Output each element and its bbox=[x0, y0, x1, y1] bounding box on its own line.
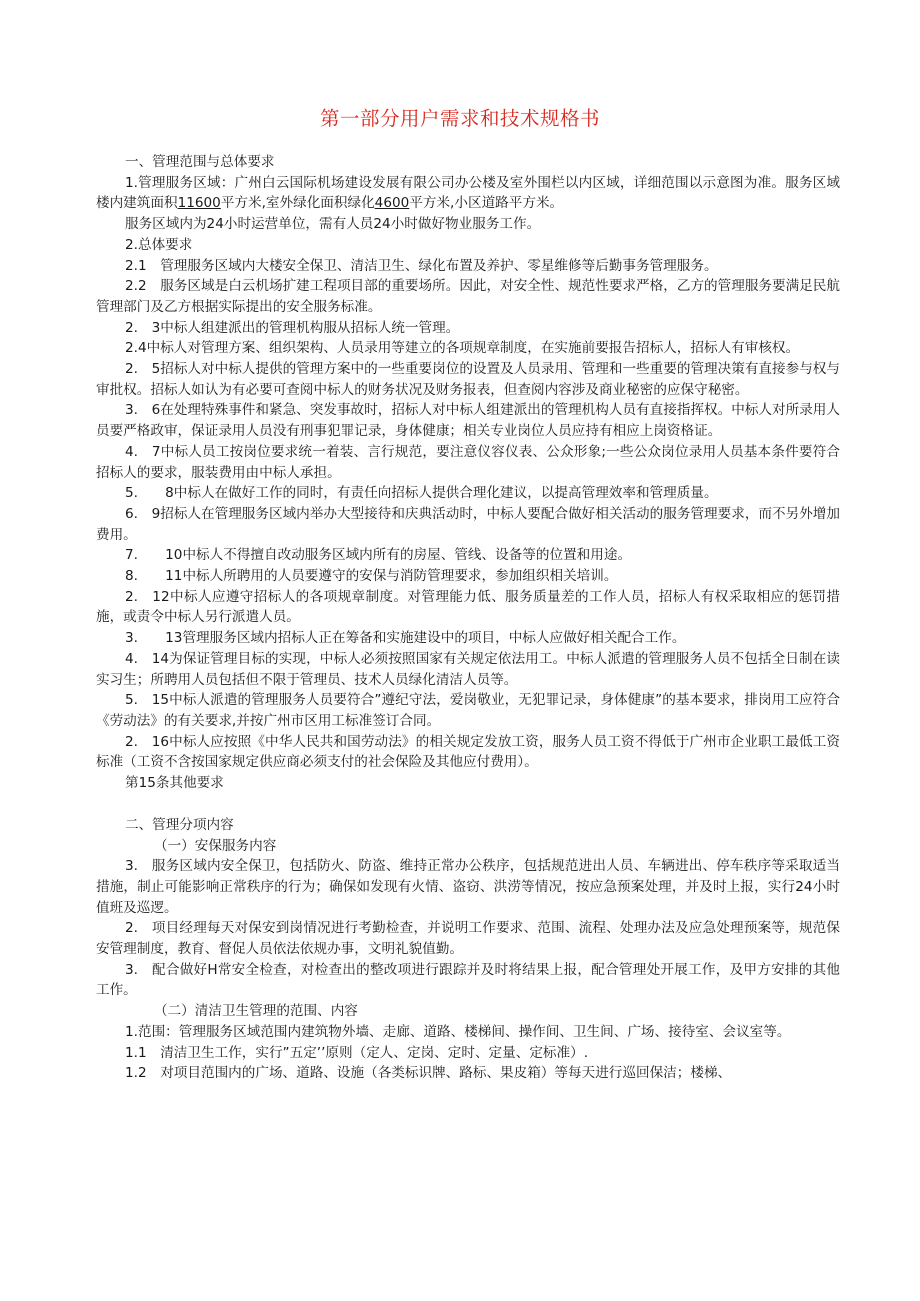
document-title: 第一部分用户需求和技术规格书 bbox=[319, 107, 600, 130]
clause-2-5: 2. 5招标人对中标人提供的管理方案中的一些重要岗位的设置及人员录用、管理和一些重要的管理决策有直接参与权与审批权。招标人如认为有必要可查阅中标人的财务状况及财务报表，但查阅内容涉及商业秘密的应保守秘密。 bbox=[96, 361, 840, 398]
building-area-value: 11600 bbox=[177, 195, 221, 212]
section2-heading: 二、管理分项内容 bbox=[125, 816, 234, 833]
paragraph-1-1-text-c: 平方米,小区道路平方米。 bbox=[409, 195, 564, 212]
clause-2-10: 7. 10中标人不得擅自改动服务区域内所有的房屋、管线、设备等的位置和用途。 bbox=[125, 547, 632, 564]
cleaning-heading: （二）清洁卫生管理的范围、内容 bbox=[154, 1003, 358, 1020]
security-item-1: 3. 服务区域内安全保卫，包括防火、防盗、维持正常办公秩序，包括规范进出人员、车辆进出、停车秩序等采取适当措施，制止可能影响正常秩序的行为；确保如发现有火情、盗窃、洪涝等情况，按应急预案处理，并及时上报，实行24小时值班及巡逻。 bbox=[96, 858, 840, 916]
paragraph-1-1-text-a: 1.管理服务区域：广州白云国际机场建设发展有限公司办公楼及室外围栏以内区域，详细范围以示意图为准。服务区域楼内建筑面积 bbox=[96, 174, 840, 212]
cleaning-item-1-1: 1.1 清洁卫生工作，实行”五定’’原则（定人、定岗、定时、定量、定标准）. bbox=[125, 1044, 589, 1061]
section1-heading: 一、管理范围与总体要求 bbox=[125, 154, 275, 170]
clause-2-13: 3. 13管理服务区域内招标人正在筹备和实施建设中的项目，中标人应做好相关配合工作。 bbox=[125, 630, 686, 647]
clause-2-4: 2.4中标人对管理方案、组织架构、人员录用等建立的各项规章制度，在实施前要报告招标人，招标人有审核权。 bbox=[125, 340, 800, 357]
cleaning-item-1: 1.范围：管理服务区域范围内建筑物外墙、走廊、道路、楼梯间、操作间、卫生间、广场、接待室、会议室等。 bbox=[125, 1023, 791, 1040]
general-requirements-heading: 2.总体要求 bbox=[125, 236, 193, 253]
security-item-2: 2. 项目经理每天对保安到岗情况进行考勤检查，并说明工作要求、范围、流程、处理办法及应急处理预案等，规范保安管理制度，教育、督促人员依法依规办事，文明礼貌值勤。 bbox=[96, 920, 840, 958]
paragraph-1-1-text-b: 平方米,室外绿化面积绿化 bbox=[220, 195, 375, 212]
article-15-heading: 第15条其他要求 bbox=[125, 775, 224, 792]
clause-2-16: 2. 16中标人应按照《中华人民共和国劳动法》的相关规定发放工资，服务人员工资不得低于广州市企业职工最低工资标准（工资不含按国家规定供应商必须支付的社会保险及其他应付费用）。 bbox=[96, 733, 840, 771]
clause-2-14: 4. 14为保证管理目标的实现，中标人必须按照国家有关规定依法用工。中标人派遣的管理服务人员不包括全日制在读实习生；所聘用人员包括但不限于管理员、技术人员绿化清洁人员等。 bbox=[96, 650, 840, 688]
paragraph-1-2: 服务区域内为24小时运营单位，需有人员24小时做好物业服务工作。 bbox=[125, 216, 541, 233]
security-services-heading: （一）安保服务内容 bbox=[154, 837, 277, 854]
clause-2-11: 8. 11中标人所聘用的人员要遵守的安保与消防管理要求，参加组织相关培训。 bbox=[125, 568, 618, 585]
clause-2-8: 5. 8中标人在做好工作的同时，有责任向招标人提供合理化建议，以提高管理效率和管理质量。 bbox=[125, 485, 718, 502]
clause-2-15: 5. 15中标人派遣的管理服务人员要符合”遵纪守法，爱岗敬业，无犯罪记录，身体健康”的基本要求，排岗用工应符合《劳动法》的有关要求,并按广州市区用工标准签订合同。 bbox=[96, 692, 840, 729]
cleaning-item-1-2: 1.2 对项目范围内的广场、道路、设施（各类标识牌、路标、果皮箱）等每天进行巡回保洁；楼梯、 bbox=[125, 1065, 732, 1082]
clause-2-3: 2. 3中标人组建派出的管理机构服从招标人统一管理。 bbox=[125, 319, 460, 336]
clause-2-7: 4. 7中标人员工按岗位要求统一着装、言行规范，要注意仪容仪表、公众形象;一些公众岗位录用人员基本条件要符合招标人的要求，服装费用由中标人承担。 bbox=[96, 443, 840, 481]
clause-2-2: 2.2 服务区域是白云机场扩建工程项目部的重要场所。因此，对安全性、规范性要求严格，乙方的管理服务要满足民航管理部门及乙方根据实际提出的安全服务标准。 bbox=[96, 278, 840, 315]
clause-2-6: 3. 6在处理特殊事件和紧急、突发事故时，招标人对中标人组建派出的管理机构人员有直接指挥权。中标人对所录用人员要严格政审，保证录用人员没有刑事犯罪记录，身体健康；相关专业岗位人员应持有相应上岗资格证。 bbox=[96, 402, 840, 440]
clause-2-12: 2. 12中标人应遵守招标人的各项规章制度。对管理能力低、服务质量差的工作人员，招标人有权采取相应的惩罚措施，或责令中标人另行派遣人员。 bbox=[96, 588, 840, 626]
green-area-value: 4600 bbox=[374, 195, 410, 212]
document-body bbox=[96, 152, 840, 1084]
clause-2-9: 6. 9招标人在管理服务区域内举办大型接待和庆典活动时，中标人要配合做好相关活动的服务管理要求，而不另外增加费用。 bbox=[96, 505, 840, 543]
clause-2-1: 2.1 管理服务区域内大楼安全保卫、清洁卫生、绿化布置及养护、零星维修等后勤事务管理服务。 bbox=[125, 257, 718, 274]
security-item-3: 3. 配合做好H常安全检查，对检查出的整改项进行跟踪并及时将结果上报，配合管理处开展工作，及甲方安排的其他工作。 bbox=[96, 961, 840, 999]
paragraph-1-1 bbox=[96, 173, 840, 214]
